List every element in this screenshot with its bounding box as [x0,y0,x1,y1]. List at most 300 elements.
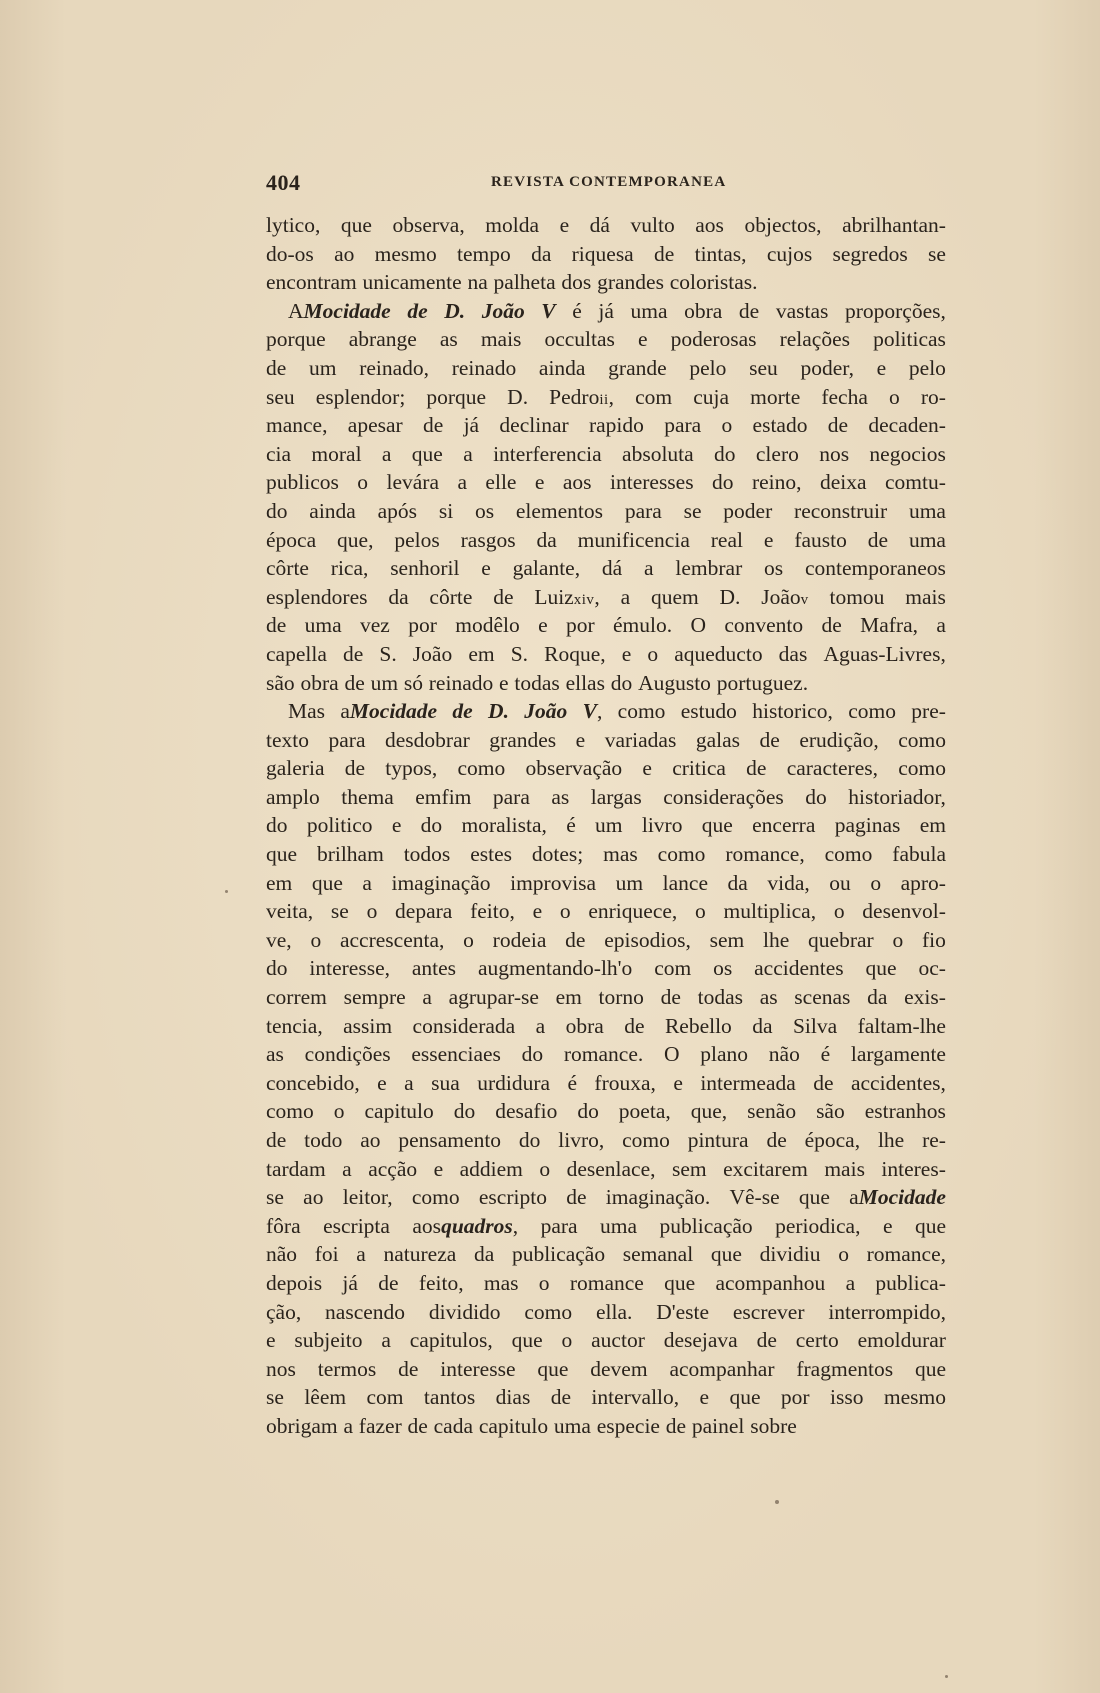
word: certo [795,1328,839,1353]
word: natureza [383,1242,457,1267]
text-line [266,726,946,755]
word: livro, [558,1128,605,1152]
word: S. [379,641,397,666]
word: moralista, [461,813,547,838]
word: de [766,1128,787,1152]
word: e [433,1156,444,1181]
word: como [617,699,666,724]
word: excitarem [723,1156,808,1181]
word: emoldurar [857,1328,946,1353]
word: do [610,670,633,695]
word: ainda [538,355,586,380]
page-header [266,170,946,194]
word: oc- [918,956,946,981]
word: e [642,756,652,781]
word: e [266,1328,276,1353]
word: Mafra, [860,613,919,638]
word: romance. [563,1042,644,1067]
word: o [888,384,900,409]
word: com [635,384,673,409]
word: Rebello [664,1013,732,1038]
word: interrompido, [828,1299,946,1324]
word: pre- [911,699,946,724]
word: que [340,213,372,237]
word: escripta [323,1213,390,1238]
word: episodios, [604,927,691,952]
word: de [452,699,473,724]
word: frouxa, [594,1070,656,1095]
word: que [798,1185,830,1210]
word: thema [341,784,394,809]
word: rica, [330,556,369,581]
word: e [621,641,632,666]
word: emfim [415,784,472,809]
word: a [457,470,467,495]
word: lance [662,870,708,895]
word: se [330,899,349,924]
word: sobre [750,1413,797,1438]
word: especie [596,1413,660,1438]
word: sem [709,927,745,952]
word: accrescenta, [339,927,445,952]
word: com [654,956,692,981]
word: typos, [385,756,438,781]
word: semanal [622,1242,694,1267]
word: fecha [821,384,868,409]
word: e [532,899,543,924]
word: objectos, [744,213,822,237]
word: para [540,1213,578,1238]
word: AMocidade [288,298,391,323]
word: intermeada [700,1070,796,1095]
text-line [266,954,946,983]
word: correm [266,985,327,1010]
word: são [266,670,295,695]
word: D. [444,298,466,323]
word: interferencia [493,441,602,466]
word: clero [755,441,799,466]
word: as [439,327,458,352]
word: aqueducto [674,641,763,666]
word: em [919,813,946,838]
word: uma [553,1413,591,1438]
word: após [377,498,418,523]
word: da [473,1242,495,1267]
word: de [565,927,586,952]
word: já [598,298,614,323]
word: é [566,813,576,838]
word: que [729,1385,761,1410]
word: em [555,985,582,1010]
word: de [422,413,444,438]
word: ella. [595,1299,633,1324]
word: real [710,527,743,552]
word: que [710,1242,742,1267]
word: tencia, [266,1013,323,1038]
text-line [266,640,946,669]
word: um [615,870,644,895]
word: Silva [792,1013,838,1038]
word: capitulo [364,1099,434,1124]
word: O [690,613,706,638]
text-line [266,926,946,955]
text-line [266,411,946,440]
word: sem [671,1156,707,1181]
word: coloristas. [669,270,758,295]
word: Aguas-Livres, [823,641,946,666]
text-line [266,897,946,926]
word: João [481,298,525,323]
word: seu [266,384,295,409]
word: se [266,1185,284,1210]
word: como [457,756,506,781]
text-line [266,669,946,698]
word: acção [368,1156,418,1181]
word: abrange [348,327,417,352]
word: de [624,1013,645,1038]
word: a [936,613,946,638]
word: que [311,870,343,895]
word: historiador, [848,784,946,809]
word: estes [470,842,512,867]
word: não [266,1242,298,1267]
word: o [539,1156,551,1181]
word: a [362,870,372,895]
word: variadas [604,727,677,752]
word: em [266,870,293,895]
word: época [266,527,317,552]
word: brilham [316,842,384,867]
word: tardam [266,1156,326,1181]
word: urdidura [477,1070,551,1095]
word: só [403,670,423,695]
word: dá [589,213,610,237]
word: uma [908,498,946,523]
word: contemporaneos [804,556,946,581]
word: reinado, [359,355,430,380]
word: si [438,498,454,523]
word: historico, [752,699,833,724]
word: aMocidade [849,1185,946,1210]
word: texto [266,727,309,752]
word: que [914,1213,946,1238]
word: exis- [904,985,946,1010]
word: para [624,498,662,523]
word: pensamento [398,1128,502,1152]
word: a [343,1413,353,1438]
word: e [876,355,887,380]
word: scenas [794,985,851,1010]
word: romance [569,1270,644,1295]
word: mas [483,1270,519,1295]
paper-speck [225,890,228,893]
word: publica- [875,1270,946,1295]
word: como [411,1185,460,1210]
word: o [559,899,571,924]
word: dos [561,270,592,295]
word: e [391,813,402,838]
word: reinado [428,670,494,695]
word: periodica, [775,1213,861,1238]
word: D. [507,384,529,409]
word: poderosas [670,327,757,352]
word: se [928,241,946,266]
word: elementos [515,498,604,523]
word: improvisa [510,870,597,895]
word: da [536,527,557,552]
word: molda [485,213,540,237]
word: o [538,1270,550,1295]
word: um [309,355,337,380]
word: enriquece, [588,899,678,924]
word: de [407,298,428,323]
word: de [378,1270,399,1295]
word: cuja [693,384,730,409]
word: como [266,1099,314,1124]
word: declinar [499,413,569,438]
word: por [780,1385,810,1410]
word: imaginação. [605,1185,711,1210]
word: romance, [725,842,805,867]
word: critica [672,756,726,781]
word: moral [311,441,362,466]
text-line [266,554,946,583]
text-line [266,1069,946,1098]
word: para [328,727,366,752]
word: e [637,327,648,352]
text-line [266,783,946,812]
word: riquesa [571,241,634,266]
word: o [721,413,733,438]
word: D'este [656,1299,710,1324]
word: o [833,899,845,924]
word: o [357,470,369,495]
text-line [266,1040,946,1069]
word: que [411,441,443,466]
word: termos [317,1356,377,1381]
word: mesmo [883,1385,946,1410]
word: subjeito [294,1328,363,1353]
text-line [266,1126,946,1155]
text-line [266,754,946,783]
word: ção, [266,1299,302,1324]
text-line [266,1183,946,1212]
word: unicamente [362,270,462,295]
word: e [534,470,545,495]
word: pelo [689,355,727,380]
text-line [266,383,946,412]
word: agrupar-se [448,985,539,1010]
word: Vê-se [729,1185,780,1210]
word: cia [266,441,292,466]
text-line [266,583,946,612]
word: aos [562,470,592,495]
word: politicas [873,327,946,352]
word: galante, [512,556,581,581]
word: galeria [266,756,325,781]
word: quem [650,584,699,609]
word: essenciaes [411,1042,501,1067]
word: é [567,1070,577,1095]
word: e [882,1213,893,1238]
word: tintas, [694,241,747,266]
word: a [381,1328,391,1353]
word: que [865,956,897,981]
word: encerra [752,813,816,838]
word: de [266,355,287,380]
word: de [660,985,681,1010]
word: estranhos [864,1099,946,1124]
word: João [524,699,568,724]
word: de [407,1413,428,1438]
word: abrilhantan- [842,213,946,237]
text-line [266,468,946,497]
word: ve, [266,927,292,952]
word: V, [582,699,603,724]
word: do-os [266,241,314,266]
word: fragmentos [796,1356,894,1381]
word: como [524,1299,573,1324]
word: todas [514,670,560,695]
word: a [620,584,631,609]
word: em [468,641,495,666]
word: devem [590,1356,648,1381]
word: esplendores [266,584,368,609]
word: capella [266,641,327,666]
text-line [266,1298,946,1327]
word: seu [749,355,778,380]
text-line [266,1269,946,1298]
word: dotes; [531,842,584,867]
word: o [463,927,474,952]
word: do [714,441,736,466]
word: modêlo [455,613,520,638]
word: segredos [832,241,908,266]
word: reino, [751,470,802,495]
word: considerada [412,1013,516,1038]
text-line [266,1012,946,1041]
word: largamente [850,1042,946,1067]
word: reinado [451,355,517,380]
word: do [712,470,734,495]
word: munificencia [577,527,690,552]
word: escripto [478,1185,547,1210]
word: o [870,870,882,895]
word: do [577,1099,599,1124]
word: apro- [900,870,946,895]
word: para [492,784,530,809]
word: imaginação [391,870,491,895]
word: o [695,899,706,924]
word: do [453,1099,476,1124]
text-line [266,354,946,383]
word: e [575,727,586,752]
word: que [664,1270,696,1295]
word: desenvol- [862,899,946,924]
text-line [266,1355,946,1384]
word: ainda [309,498,356,523]
word: o [561,1328,573,1353]
word: accidentes [754,956,844,981]
word: a [422,985,432,1010]
word: que, [337,527,374,552]
word: grandes [597,270,664,295]
word: que [914,1356,946,1381]
word: uma [630,298,668,323]
word: grandes [489,727,557,752]
word: o [892,927,904,952]
text-line [266,811,946,840]
word: tantos [423,1385,476,1410]
word: as [266,1042,284,1067]
word: que [701,813,733,838]
word: lêem [304,1385,347,1410]
word: côrte [266,556,309,581]
paper-speck [775,1500,779,1504]
word: mais [480,327,522,352]
word: comtu- [884,470,946,495]
word: sempre [343,985,406,1010]
word: Joãov [761,584,809,609]
word: observação [525,756,623,781]
word: de [827,413,849,438]
word: decaden- [868,413,946,438]
word: Mas [288,699,326,724]
word: pelos [394,527,440,552]
text-line [266,1155,946,1184]
word: escrever [732,1299,805,1324]
text-line [266,297,946,326]
word: tempo [457,241,511,266]
word: para [664,413,702,438]
word: já [342,1270,358,1295]
word: estado [752,413,808,438]
word: do [805,784,827,809]
word: de [550,1385,571,1410]
word: a [845,1270,856,1295]
paper-speck [945,1675,948,1678]
word: e [481,556,491,581]
word: dias [495,1385,531,1410]
word: nascendo [325,1299,406,1324]
word: que, [690,1099,728,1124]
word: depara [395,899,453,924]
word: portuguez. [716,670,809,695]
word: publicação [659,1213,753,1238]
word: amplo [266,784,320,809]
text-line [266,268,946,297]
word: re- [922,1128,946,1152]
word: os [764,556,784,581]
word: por [565,613,595,638]
word: Luizxiv, [534,584,600,609]
word: como [622,1128,670,1152]
word: largas [590,784,642,809]
text-line [266,211,946,240]
word: as [759,985,778,1010]
word: O [664,1042,680,1067]
word: galas [695,727,741,752]
word: rodeia [492,927,547,952]
word: não [768,1042,800,1067]
word: uma [908,527,946,552]
word: todas [697,985,743,1010]
word: é [820,1042,831,1067]
word: poder [723,498,773,523]
word: obrigam [266,1413,338,1438]
text-line [266,840,946,869]
word: encontram [266,270,357,295]
